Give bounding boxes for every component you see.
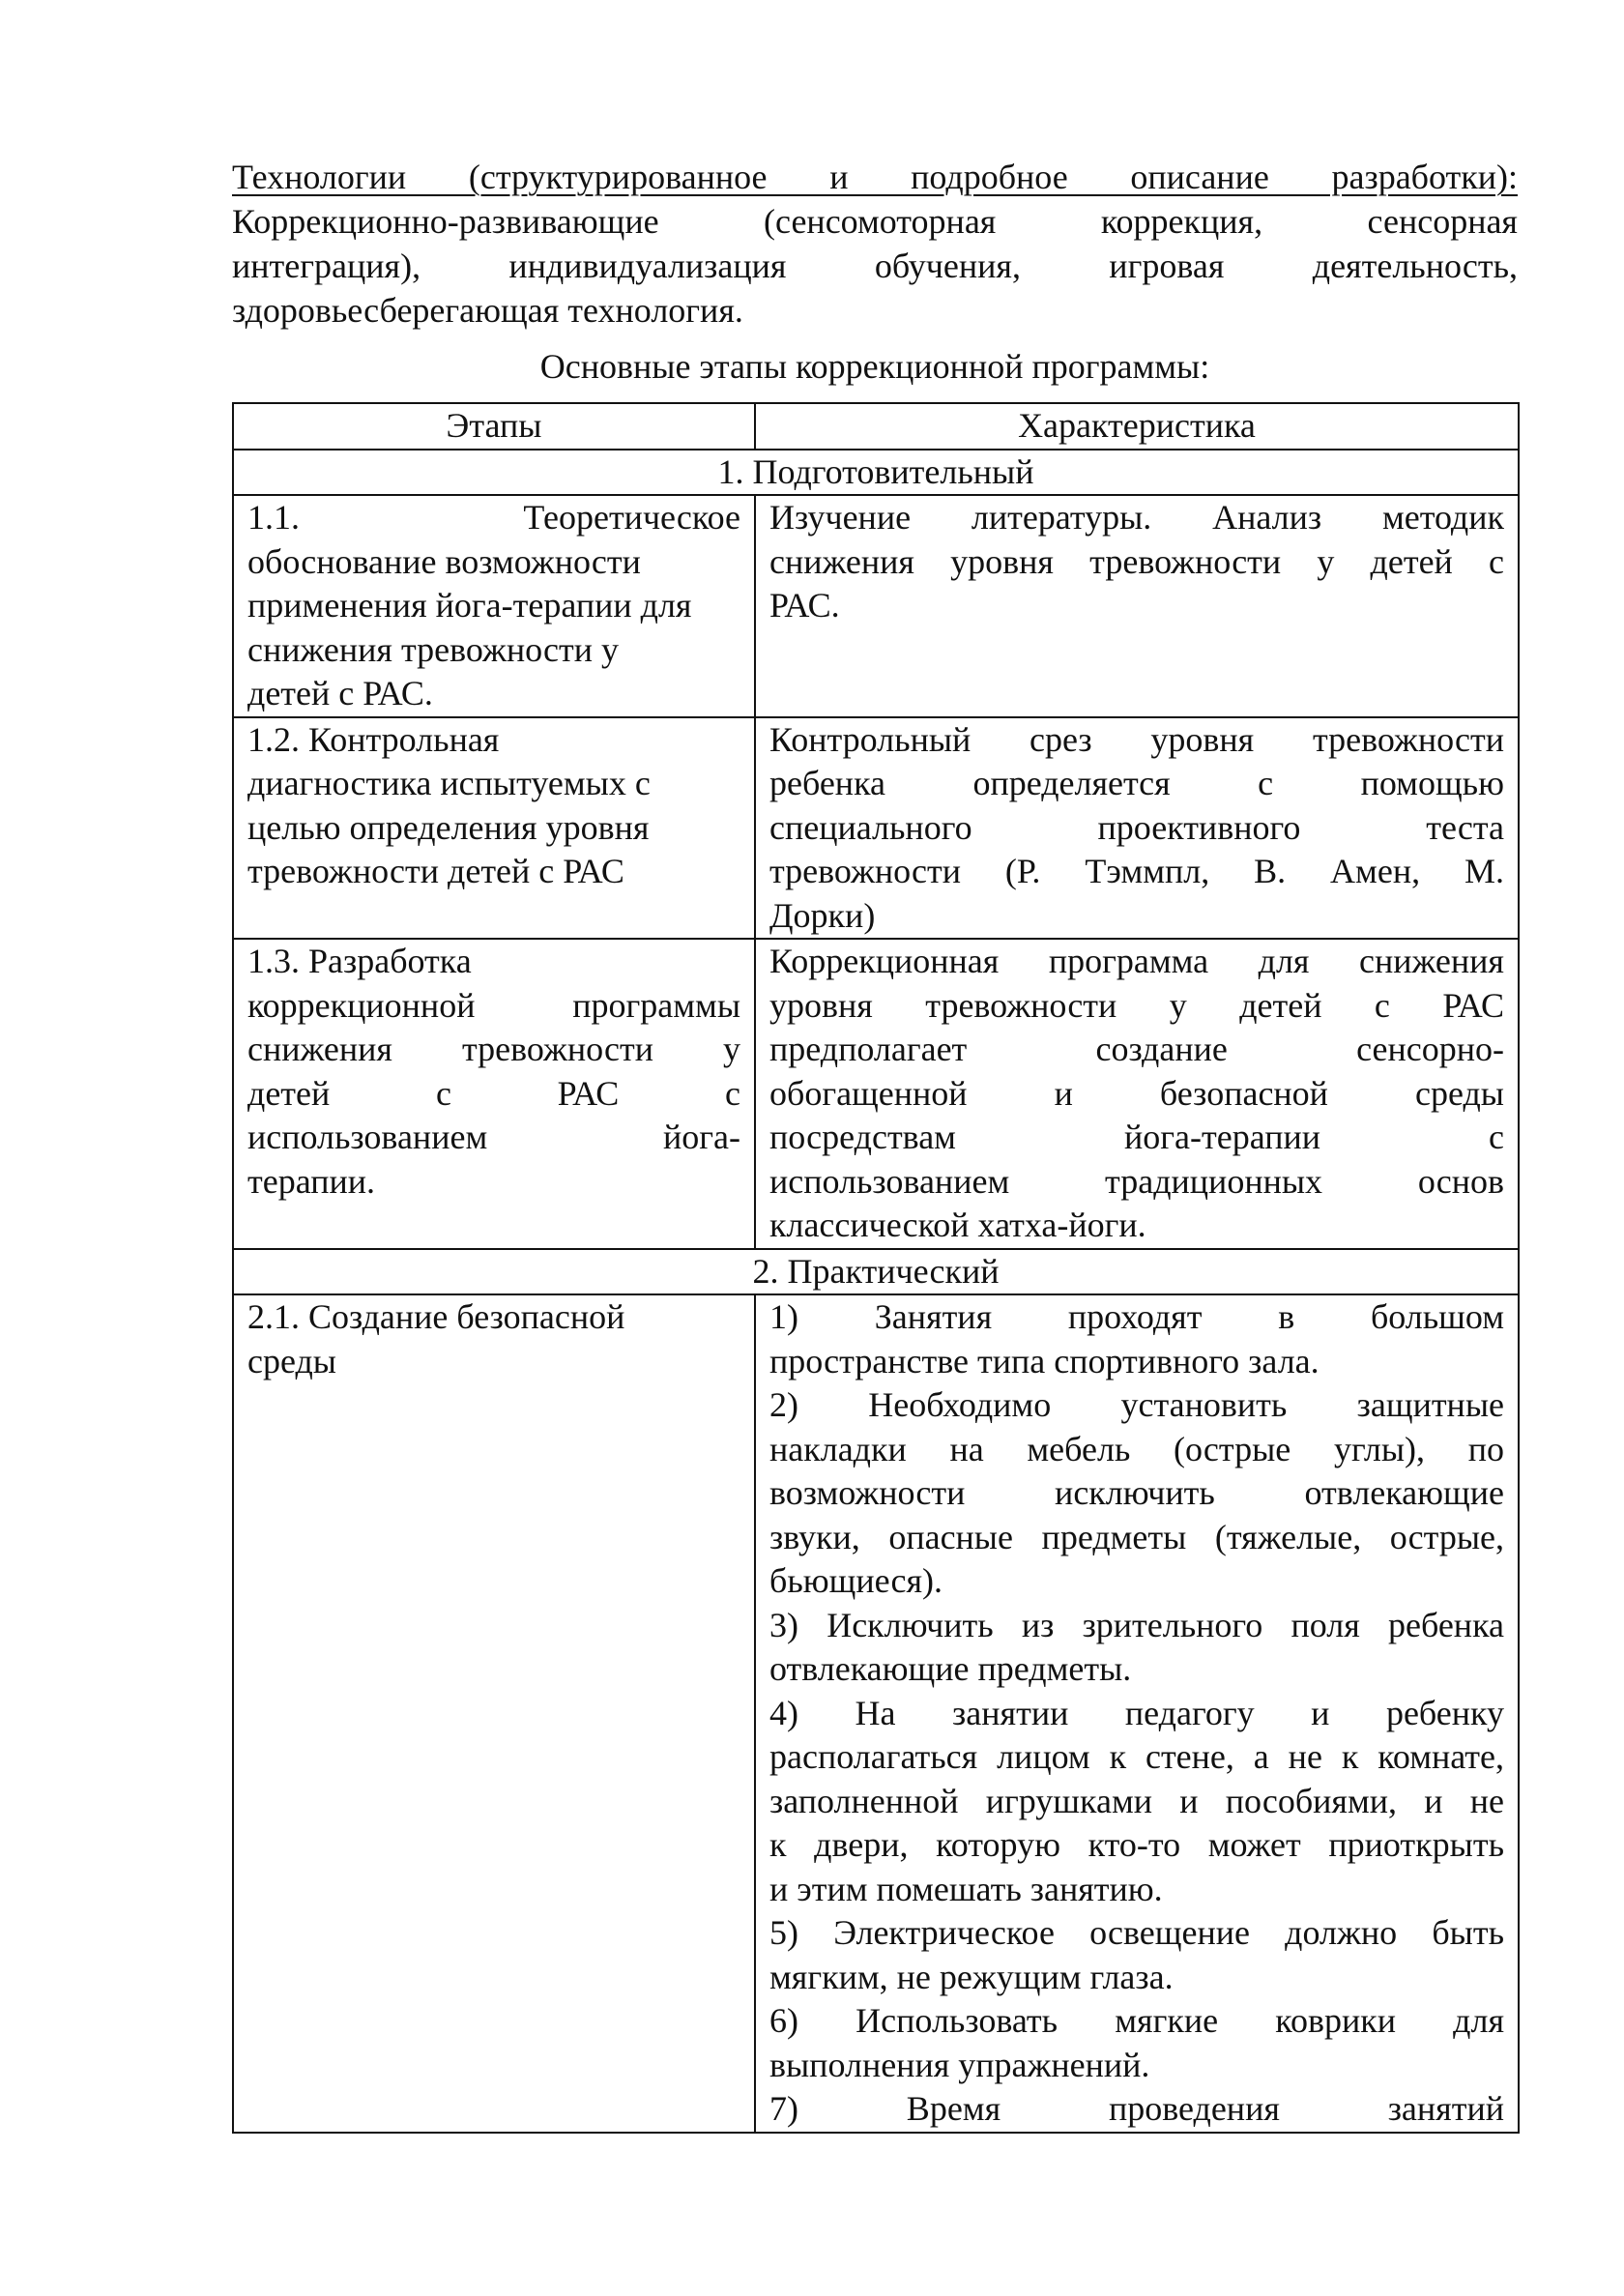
stage-cell bbox=[233, 1294, 755, 2133]
stage-line: терапии. bbox=[247, 1161, 376, 1201]
intro-line: здоровьесберегающая технология. bbox=[232, 291, 743, 330]
desc-line: классической хатха-йоги. bbox=[769, 1206, 1146, 1244]
item-line: накладки на мебель (острые углы), по bbox=[769, 1429, 1504, 1468]
list-item bbox=[769, 1911, 1504, 1999]
description-cell bbox=[755, 939, 1519, 1249]
desc-line: тревожности (Р. Тэммпл, В. Амен, М. bbox=[769, 852, 1504, 890]
desc-line: использованием традиционных основ bbox=[769, 1161, 1504, 1201]
stage-cell bbox=[233, 717, 755, 940]
table-row bbox=[233, 717, 1519, 940]
section-title: 2. Практический bbox=[233, 1249, 1519, 1295]
description-cell bbox=[755, 495, 1519, 717]
desc-line: Дорки) bbox=[769, 895, 876, 935]
stage-line: 2.1. Создание безопасной bbox=[247, 1297, 625, 1336]
section-row-practical bbox=[233, 1249, 1519, 1295]
item-line: отвлекающие предметы. bbox=[769, 1649, 1132, 1688]
stage-line: снижения тревожности у bbox=[247, 1030, 740, 1068]
desc-line: уровня тревожности у детей с РАС bbox=[769, 985, 1504, 1025]
list-item bbox=[769, 1295, 1504, 1383]
item-line: 1) Занятия проходят в большом bbox=[769, 1297, 1504, 1336]
list-item bbox=[769, 1692, 1504, 1912]
list-item bbox=[769, 1999, 1504, 2087]
intro-paragraph bbox=[232, 155, 1518, 333]
column-header-characteristics: Характеристика bbox=[755, 403, 1519, 450]
item-line: пространстве типа спортивного зала. bbox=[769, 1341, 1320, 1381]
item-line: 7) Время проведения занятий bbox=[769, 2089, 1504, 2128]
description-cell bbox=[755, 717, 1519, 940]
table-caption: Основные этапы коррекционной программы: bbox=[539, 347, 1210, 386]
stage-line: коррекционной программы bbox=[247, 985, 740, 1025]
section-row-preparatory bbox=[233, 450, 1519, 496]
item-line: 5) Электрическое освещение должно быть bbox=[769, 1913, 1504, 1952]
stage-line: диагностика испытуемых с bbox=[247, 764, 651, 802]
intro-line: Коррекционно-развивающие (сенсомоторная коррекция, сенсорная bbox=[232, 202, 1518, 241]
stage-line: 1.1. Теоретическое bbox=[247, 498, 740, 537]
item-line: и этим помешать занятию. bbox=[769, 1869, 1163, 1908]
stage-line: использованием йога- bbox=[247, 1118, 740, 1156]
desc-line: Коррекционная программа для снижения bbox=[769, 942, 1504, 980]
desc-line: РАС. bbox=[769, 586, 840, 625]
stage-line: тревожности детей с РАС bbox=[247, 852, 624, 890]
desc-line: снижения уровня тревожности у детей с bbox=[769, 541, 1504, 581]
item-line: звуки, опасные предметы (тяжелые, острые, bbox=[769, 1517, 1504, 1556]
stage-line: детей с РАС с bbox=[247, 1073, 740, 1113]
stage-line: детей с РАС. bbox=[247, 674, 433, 712]
section-title: 1. Подготовительный bbox=[233, 450, 1519, 496]
item-line: располагаться лицом к стене, а не к комнате, bbox=[769, 1737, 1504, 1776]
table-row bbox=[233, 939, 1519, 1249]
stage-line: целью определения уровня bbox=[247, 807, 650, 847]
item-line: к двери, которую кто-то может приоткрыть bbox=[769, 1825, 1504, 1864]
table-row bbox=[233, 1294, 1519, 2133]
desc-line: посредствам йога-терапии с bbox=[769, 1118, 1504, 1156]
document-page bbox=[232, 155, 1518, 2134]
list-item bbox=[769, 1604, 1504, 1692]
item-line: мягким, не режущим глаза. bbox=[769, 1957, 1174, 1996]
stage-cell bbox=[233, 495, 755, 717]
table-row bbox=[233, 495, 1519, 717]
stage-cell bbox=[233, 939, 755, 1249]
item-line: возможности исключить отвлекающие bbox=[769, 1473, 1504, 1512]
stage-line: среды bbox=[247, 1341, 336, 1381]
item-line: 4) На занятии педагогу и ребенку bbox=[769, 1693, 1504, 1732]
description-cell bbox=[755, 1294, 1519, 2133]
stage-line: применения йога-терапии для bbox=[247, 586, 692, 625]
list-item bbox=[769, 1383, 1504, 1604]
technologies-heading: Технологии (структурированное и подробное описание разработки): bbox=[232, 158, 1518, 196]
item-line: 6) Использовать мягкие коврики для bbox=[769, 2001, 1504, 2040]
intro-line: интеграция), индивидуализация обучения, игровая деятельность, bbox=[232, 247, 1518, 285]
stage-line: 1.3. Разработка bbox=[247, 942, 472, 980]
item-line: 3) Исключить из зрительного поля ребенка bbox=[769, 1605, 1504, 1644]
desc-line: Изучение литературы. Анализ методик bbox=[769, 498, 1504, 537]
item-line: выполнения упражнений. bbox=[769, 2045, 1150, 2084]
item-line: бьющиеся). bbox=[769, 1561, 943, 1600]
stage-line: обоснование возможности bbox=[247, 541, 641, 581]
list-item bbox=[769, 2087, 1504, 2132]
desc-line: обогащенной и безопасной среды bbox=[769, 1073, 1504, 1113]
stages-table bbox=[232, 402, 1520, 2134]
desc-line: предполагает создание сенсорно- bbox=[769, 1030, 1504, 1068]
table-header-row bbox=[233, 403, 1519, 450]
desc-line: ребенка определяется с помощью bbox=[769, 764, 1504, 802]
desc-line: Контрольный срез уровня тревожности bbox=[769, 719, 1504, 759]
stage-line: снижения тревожности у bbox=[247, 629, 619, 669]
item-line: заполненной игрушками и пособиями, и не bbox=[769, 1781, 1504, 1820]
column-header-stages: Этапы bbox=[233, 403, 755, 450]
item-line: 2) Необходимо установить защитные bbox=[769, 1385, 1504, 1424]
desc-line: специального проективного теста bbox=[769, 807, 1504, 847]
stage-line: 1.2. Контрольная bbox=[247, 719, 500, 759]
